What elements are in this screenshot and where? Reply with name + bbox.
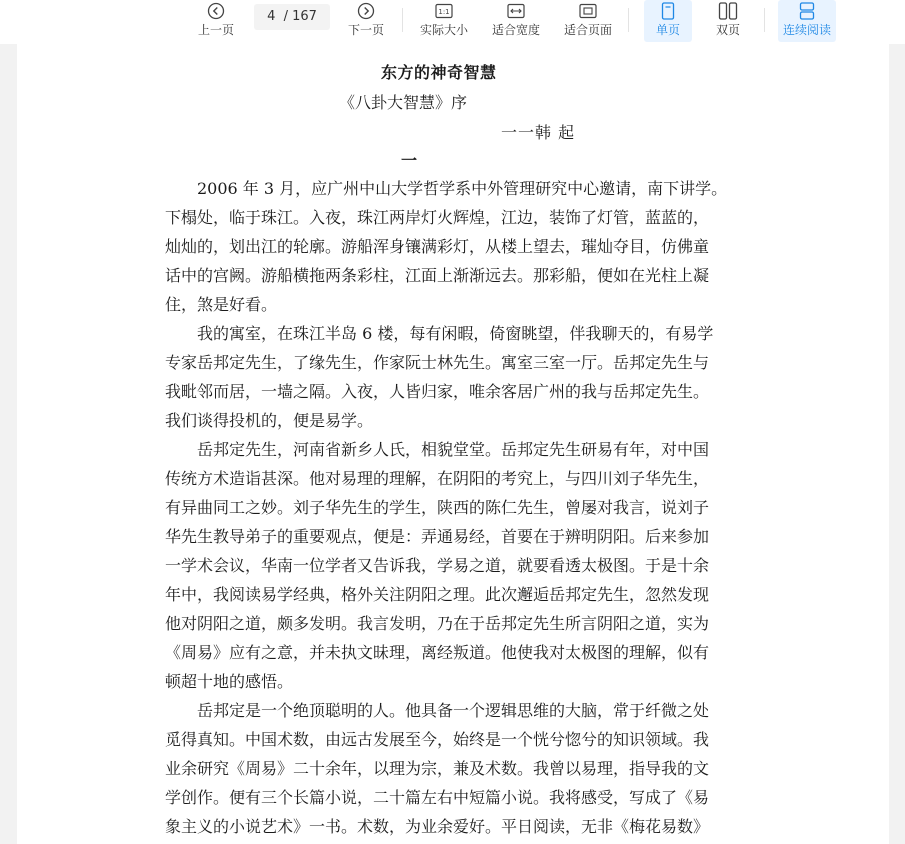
text-line: 业余研究《周易》二十余年，以理为宗，兼及术数。我曾以易理，指导我的文 [165, 759, 710, 778]
text-line: 灿灿的，划出江的轮廓。游船浑身镶满彩灯，从楼上望去，璀灿夺目，仿佛童 [165, 237, 710, 256]
text-line: 他对阴阳之道，颇多发明。我言发明，乃在于岳邦定先生所言阴阳之道，实为 [165, 614, 710, 633]
actual-size-button[interactable] [418, 0, 470, 42]
fit-page-button[interactable] [562, 0, 614, 42]
text-line: 话中的宫阙。游船横拖两条彩柱，江面上渐渐远去。那彩船，便如在光柱上凝 [165, 266, 710, 285]
text-line: 一学术会议，华南一位学者又告诉我，学易之道，就要看透太极图。于是十余 [165, 556, 710, 575]
text-line: 我的寓室，在珠江半岛 6 楼，每有闲暇，倚窗眺望，伴我聊天的，有易学 [165, 324, 714, 343]
single-page-button[interactable] [644, 0, 692, 42]
actual-size-icon [435, 1, 453, 21]
text-line: 住，煞是好看。 [165, 295, 278, 314]
current-page: 4 [267, 9, 276, 24]
total-pages: / 167 [283, 9, 317, 24]
text-line: 我们谈得投机的，便是易学。 [165, 411, 374, 430]
text-line: 传统方术造诣甚深。他对易理的理解，在阴阳的考究上，与四川刘子华先生， [165, 469, 710, 488]
text-line: 年中，我阅读易学经典，格外关注阴阳之理。此次邂逅岳邦定先生，忽然发现 [165, 585, 710, 604]
paragraph [165, 435, 765, 696]
toolbar-divider [628, 8, 629, 32]
svg-text:1:1: 1:1 [438, 8, 450, 16]
text-line: 《周易》应有之意，并未执文昧理，离经叛道。他使我对太极图的理解，似有 [165, 643, 710, 662]
chevron-left-circle-icon [207, 1, 225, 21]
document-title: 东方的神奇智慧 [381, 63, 497, 82]
paragraph [165, 696, 765, 841]
text-line: 觅得真知。中国术数，由远古发展至今，始终是一个恍兮惚兮的知识领域。我 [165, 730, 710, 749]
text-line: 顿超十地的感悟。 [165, 672, 294, 691]
text-line: 下榻处，临于珠江。入夜，珠江两岸灯火辉煌，江边，装饰了灯管，蓝蓝的， [165, 208, 710, 227]
toolbar-divider [402, 8, 403, 32]
chevron-right-circle-icon [357, 1, 375, 21]
prev-page-button[interactable] [196, 0, 236, 42]
paragraph [165, 319, 765, 435]
document-author: 一一韩 起 [501, 123, 576, 142]
fit-width-label: 适合宽度 [491, 23, 540, 37]
text-line: 2006 年 3 月，应广州中山大学哲学系中外管理研究中心邀请，南下讲学。 [165, 179, 728, 198]
continuous-read-label: 连续阅读 [782, 23, 831, 37]
text-line: 华先生教导弟子的重要观点，便是：弄通易经，首要在于辨明阴阳。后来参加 [165, 527, 710, 546]
reader-toolbar [0, 0, 905, 44]
text-line: 岳邦定是一个绝顶聪明的人。他具备一个逻辑思维的大脑，常于纤微之处 [165, 701, 710, 720]
double-page-label: 双页 [715, 23, 740, 37]
paragraph [165, 174, 765, 319]
next-page-button[interactable] [346, 0, 386, 42]
page-number-input[interactable] [254, 4, 330, 30]
document-subtitle: 《八卦大智慧》序 [339, 93, 468, 112]
text-line: 专家岳邦定先生，了缘先生，作家阮士林先生。寓室三室一厅。岳邦定先生与 [165, 353, 710, 372]
double-page-icon [718, 1, 738, 21]
actual-size-label: 实际大小 [419, 23, 468, 37]
section-number: 一 [401, 151, 418, 170]
document-page [17, 44, 889, 844]
continuous-read-icon [799, 1, 815, 21]
toolbar-divider [764, 8, 765, 32]
text-line: 象主义的小说艺术》一书。术数，为业余爱好。平日阅读，无非《梅花易数》 [165, 817, 710, 836]
fit-page-icon [579, 1, 597, 21]
text-line: 我毗邻而居，一墙之隔。入夜，人皆归家，唯余客居广州的我与岳邦定先生。 [165, 382, 710, 401]
prev-page-label: 上一页 [197, 23, 234, 37]
double-page-button[interactable] [706, 0, 750, 42]
next-page-label: 下一页 [347, 23, 384, 37]
continuous-read-button[interactable] [778, 0, 836, 42]
fit-width-button[interactable] [490, 0, 542, 42]
text-line: 有异曲同工之妙。刘子华先生的学生，陕西的陈仁先生，曾屡对我言，说刘子 [165, 498, 710, 517]
fit-width-icon [507, 1, 525, 21]
fit-page-label: 适合页面 [563, 23, 612, 37]
text-line: 学创作。便有三个长篇小说，二十篇左右中短篇小说。我将感受，写成了《易 [165, 788, 710, 807]
single-page-icon [661, 1, 675, 21]
single-page-label: 单页 [655, 23, 680, 37]
text-line: 岳邦定先生，河南省新乡人氏，相貌堂堂。岳邦定先生研易有年，对中国 [165, 440, 710, 459]
